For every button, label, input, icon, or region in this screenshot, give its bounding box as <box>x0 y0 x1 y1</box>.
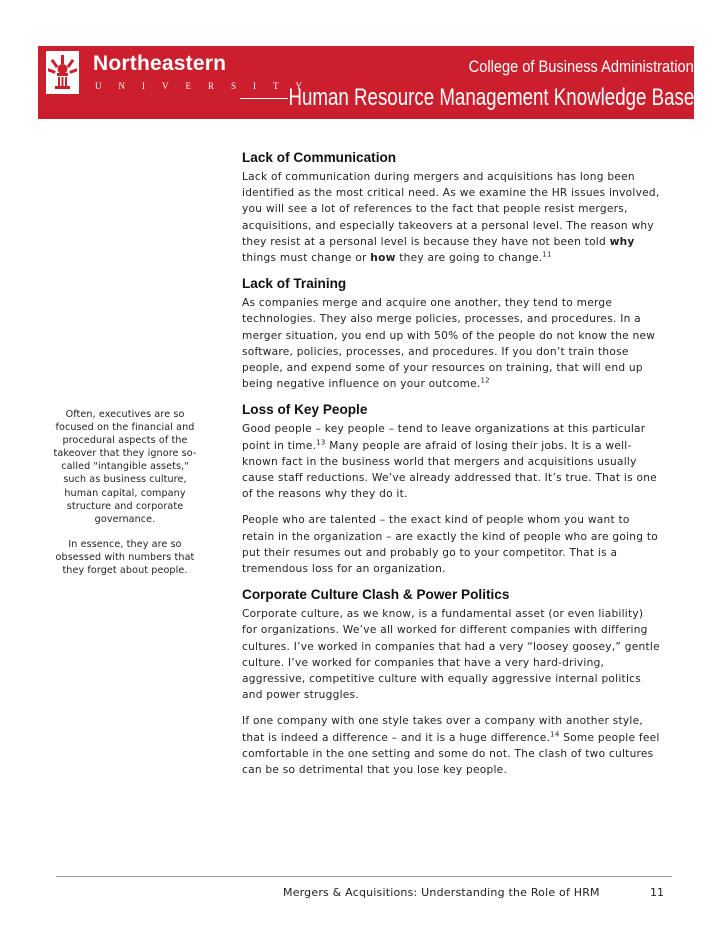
university-subtitle: UNIVERSITY <box>95 81 319 91</box>
university-seal-icon <box>46 51 79 94</box>
section-heading: Lack of Communication <box>242 150 397 165</box>
section-paragraph: Lack of communication during mergers and acquisitions has long been identified as the most critical need. As we examine the HR issues involved, you will see a lot of references to the fact that people resist mergers, acquisitions, and especially takeovers at a personal level. The reason why they resist at a personal level is because they have not been told why things must change or how they are going to change.$^{11}$ <box>242 171 660 265</box>
sidebar-pullquote <box>50 408 200 589</box>
footer-divider <box>56 876 672 877</box>
footnote-ref: 11 <box>542 250 552 259</box>
section-culture-clash <box>242 587 662 778</box>
college-name: College of Business Administration <box>468 57 694 76</box>
main-content <box>242 150 662 788</box>
section-paragraph: Good people – key people – tend to leave organizations at this particular point in time.$^{13}$ Many people are afraid of losing their jobs. It is a well-known fact in the business world that mergers and acquisitions usually cause staff reductions. We’ve already addressed that. It’s true. That is one of the reasons why they do it. <box>242 423 657 501</box>
knowledge-base-title: Human Resource Management Knowledge Base <box>288 84 694 111</box>
section-heading: Loss of Key People <box>242 402 368 418</box>
pullquote-text: In essence, they are so obsessed with numbers that they forget about people. <box>55 538 195 577</box>
section-heading: Corporate Culture Clash & Power Politics <box>242 587 510 603</box>
section-paragraph: As companies merge and acquire one another, they tend to merge technologies. They also merge policies, processes, and procedures. In a merger situation, you end up with 50% of the people do not know the new software, policies, processes, and procedures. If you don’t train those people, and expend some of your resources on training, that will end up being negative influence on your outcome.$^{12}$ <box>242 297 656 391</box>
footer-title: Mergers & Acquisitions: Understanding the Role of HRM <box>283 886 600 899</box>
section-paragraph: If one company with one style takes over a company with another style, that is indeed a difference – and it is a huge difference.$^{14}$ Some people feel comfortable in the one setting and some do not. The clash of two cultures can be so detrimental that you lose key people. <box>242 715 660 777</box>
page-number: 11 <box>650 886 664 899</box>
section-lack-of-communication <box>242 150 662 266</box>
footnote-ref: 13 <box>316 438 326 447</box>
section-paragraph: People who are talented – the exact kind of people whom you want to retain in the organization – are exactly the kind of people who are going to put their resumes out and probably go to your competitor. That is a tremendous loss for an organization. <box>242 514 658 576</box>
section-heading: Lack of Training <box>242 276 347 292</box>
section-lack-of-training <box>242 276 662 392</box>
section-paragraph: Corporate culture, as we know, is a fundamental asset (or even liability) for organizations. We’ve all worked for different companies with differing cultures. I’ve worked in companies that had a very “loosey goosey,” gentle culture. I’ve worked for companies that have a very hard-driving, aggressive, competitive culture with equally aggressive internal politics and power struggles. <box>242 608 660 702</box>
section-loss-of-key-people <box>242 402 662 577</box>
pullquote-text: Often, executives are so focused on the financial and procedural aspects of the takeover that they ignore so-called "intangible assets," such as business culture, human capital, company structure and corporate governance. <box>53 409 197 525</box>
banner-divider <box>240 98 288 99</box>
footnote-ref: 14 <box>550 730 560 739</box>
footnote-ref: 12 <box>480 376 490 385</box>
university-name: Northeastern <box>93 52 227 75</box>
